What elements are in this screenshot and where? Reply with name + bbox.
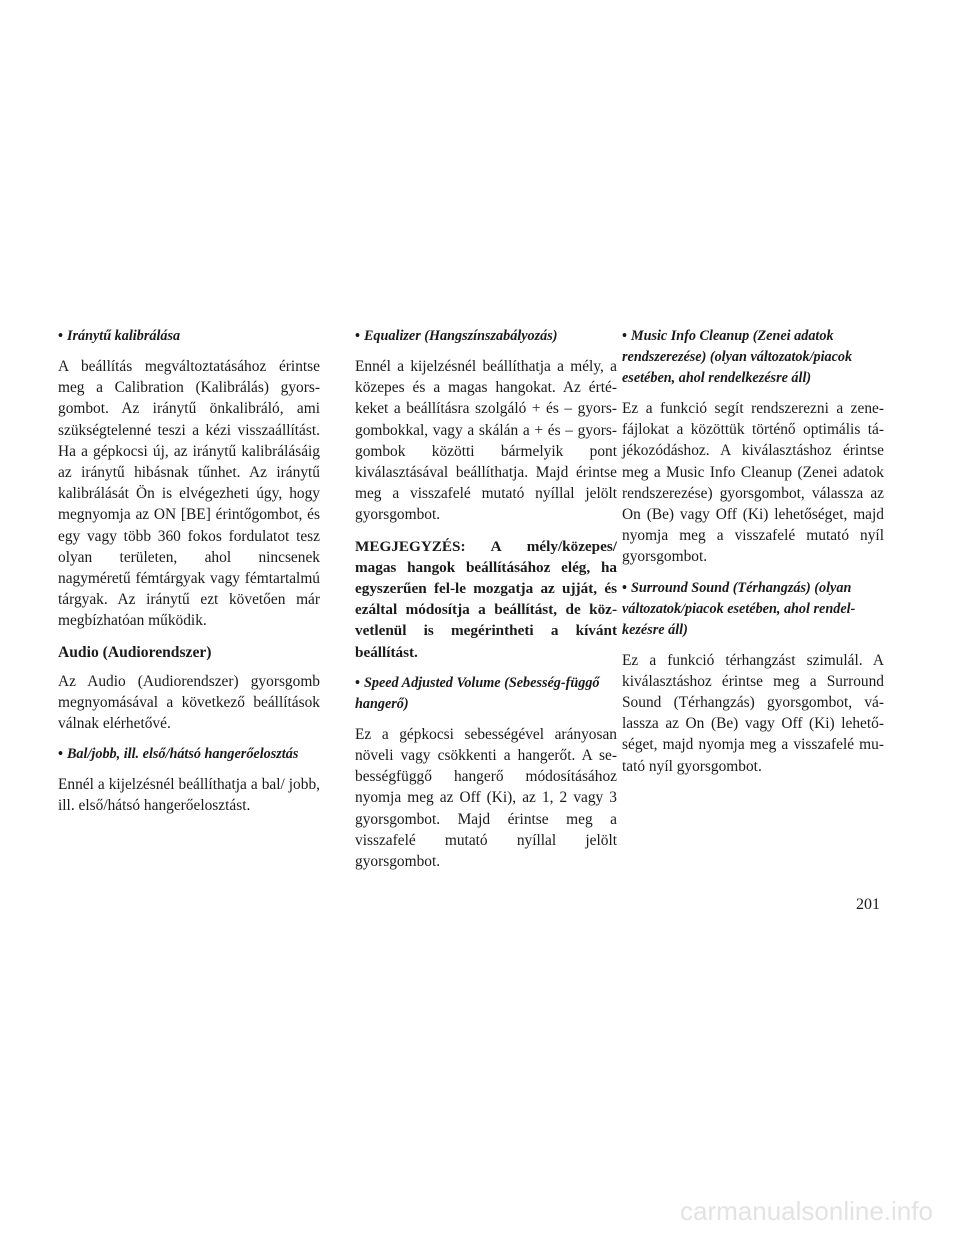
bullet-text: Music Info Cleanup (Zenei adatok rendszerezése) (olyan változatok/piacok esetében, ahol rendelkezésre áll)	[622, 328, 853, 386]
section-heading-audio: Audio (Audiorendszer)	[58, 643, 212, 661]
bullet-equalizer	[355, 326, 617, 347]
bullet-text: Surround Sound (Térhangzás) (olyan változatok/piacok esetében, ahol rendelkezésre áll)	[622, 579, 856, 638]
note-paragraph: MEGJEGYZÉS: A mély/közepes/ magas hangok beállításához elég, ha egyszerűen fel-le mozgatja az ujját, és ezáltal módosítja a beállítást, de közvetlenül is megérintheti a kívánt beállítást.	[355, 537, 617, 661]
bullet-compass-calibration	[58, 326, 320, 347]
column-2	[355, 326, 617, 882]
bullet-icon: •	[622, 579, 627, 596]
bullet-icon: •	[58, 328, 63, 344]
paragraph-speed-volume: Ez a gépkocsi sebességével arányosan növeli vagy csökkenti a hangerőt. A sebességfüggő hangerő módosításához nyomja meg az Off (Ki), az 1, 2 vagy 3 gyorsgombot. Majd érintse meg a visszafelé mutató nyíllal jelölt gyorsgombot.	[355, 725, 617, 871]
paragraph-compass: A beállítás megváltoztatásához érintse meg a Calibration (Kalibrálás) gyorsgombot. Az iránytű önkalibráló, ami szükségtelenné teszi a kézi visszaállítást. Ha a gépkocsi új, az iránytű kalibrálásáig az iránytű hibásnak tűnhet. Az iránytű kalibrálását Ön is elvégezheti úgy, hogy megnyomja az ON [BE] érintőgombot, és egy vagy több 360 fokos fordulatot tesz olyan területen, ahol nincsenek nagyméretű fémtárgyak vagy fémtartalmú tárgyak. Az iránytű ezt követően már megbízhatóan működik.	[58, 358, 320, 630]
bullet-icon: •	[58, 746, 63, 763]
bullet-speed-adjusted-volume	[355, 673, 617, 715]
paragraph-music-info: Ez a funkció segít rendszerezni a zenefájlokat a közöttük történő optimális tájékozódáshoz. A kiválasztáshoz érintse meg a Music Info Cleanup (Zenei adatok rendszerezése) gyorsgombot, válassza az On (Be) vagy Off (Ki) lehetőséget, majd nyomja meg a visszafelé mutató nyíl gyorsgombot.	[622, 400, 884, 566]
bullet-music-info-cleanup	[622, 326, 884, 389]
paragraph-balance: Ennél a kijelzésnél beállíthatja a bal/ jobb, ill. első/hátsó hangerőelosztást.	[58, 776, 320, 815]
paragraph-equalizer: Ennél a kijelzésnél beállíthatja a mély, a közepes és a magas hangokat. Az értékeket a beállításra szolgáló + és – gyorsgombokkal, vagy a skálán a + és – gyorsgombok közötti bármelyik pont kiválasztásával beállíthatja. Majd érintse meg a visszafelé mutató nyíllal jelölt gyorsgombot.	[355, 358, 617, 524]
page-number: 201	[856, 896, 880, 913]
column-3	[622, 326, 884, 787]
bullet-text: Iránytű kalibrálása	[66, 328, 181, 344]
watermark: carmanualsonline.info	[680, 1196, 933, 1226]
bullet-text: Equalizer (Hangszínszabályozás)	[363, 328, 558, 344]
bullet-balance-fade	[58, 744, 320, 765]
paragraph-audio: Az Audio (Audiorendszer) gyorsgomb megnyomásával a következő beállítások válnak elérhetővé.	[58, 672, 320, 733]
bullet-text: Speed Adjusted Volume (Sebesség-függő hangerő)	[355, 674, 600, 712]
bullet-icon: •	[622, 328, 627, 344]
bullet-icon: •	[355, 328, 360, 344]
bullet-surround-sound	[622, 578, 884, 641]
paragraph-surround: Ez a funkció térhangzást szimulál. A kiválasztáshoz érintse meg a Surround Sound (Térhangzás) gyorsgombot, válassza az On (Be) vagy Off (Ki) lehetőséget, majd nyomja meg a visszafelé mutató nyíl gyorsgombot.	[622, 651, 884, 775]
column-1	[58, 326, 320, 827]
bullet-icon: •	[355, 674, 360, 691]
bullet-text: Bal/jobb, ill. első/hátsó hangerőelosztás	[66, 746, 299, 763]
